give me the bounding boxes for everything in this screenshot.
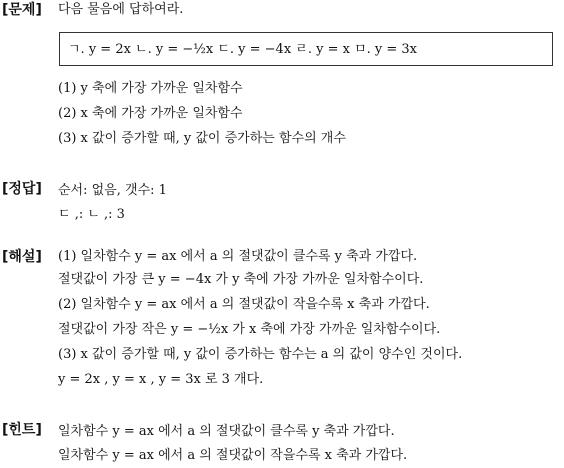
answer-body [58,179,560,227]
explanation-line-1: (1) 일차함수 y = ax 에서 a 의 절댓값이 클수록 y 축과 가깝다. [58,249,418,264]
problem-prompt: 다음 물음에 답하여라. [58,2,184,17]
answer-label: [정답] [2,181,42,197]
explanation-line-6: y = 2x , y = x , y = 3x 로 3 개다. [58,372,264,387]
options-box: ㄱ. y = 2x ㄴ. y = −½x ㄷ. y = −4x ㄹ. y = x ㅁ. y = 3x [59,32,553,66]
hint-line-1: 일차함수 y = ax 에서 a 의 절댓값이 클수록 y 축과 가깝다. [58,424,395,439]
answer-line-2: ㄷ ,: ㄴ ,: 3 [58,207,125,222]
problem-label: [문제] [2,2,42,18]
explanation-line-5: (3) x 값이 증가할 때, y 값이 증가하는 함수는 a 의 값이 양수인 것이다. [58,347,463,362]
explanation-line-4: 절댓값이 가장 작은 y = −½x 가 x 축에 가장 가까운 일차함수이다. [58,322,441,337]
question-2: (2) x 축에 가장 가까운 일차함수 [58,106,243,121]
hint-label: [힌트] [2,422,42,438]
explanation-line-2: 절댓값이 가장 큰 y = −4x 가 y 축에 가장 가까운 일차함수이다. [58,272,424,287]
hint-body [58,420,560,468]
problem-body [58,0,560,151]
answer-line-1: 순서: 없음, 갯수: 1 [58,183,167,198]
question-1: (1) y 축에 가장 가까운 일차함수 [58,81,243,96]
hint-line-2: 일차함수 y = ax 에서 a 의 절댓값이 작을수록 x 축과 가깝다. [58,448,408,463]
question-3: (3) x 값이 증가할 때, y 값이 증가하는 함수의 개수 [58,131,346,146]
explanation-label: [해설] [2,249,42,265]
explanation-body [58,247,560,392]
explanation-line-3: (2) 일차함수 y = ax 에서 a 의 절댓값이 작을수록 x 축과 가깝다. [58,297,430,312]
